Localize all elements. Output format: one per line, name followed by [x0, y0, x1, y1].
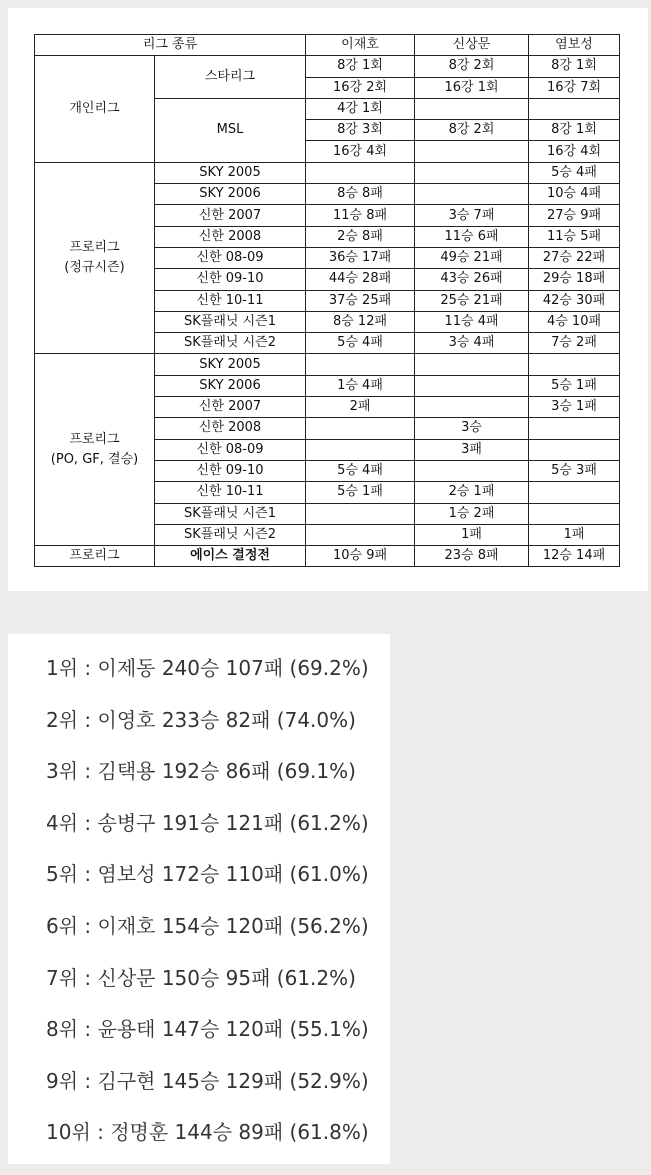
- table-cell: 36승 17패: [306, 247, 415, 268]
- table-cell: 37승 25패: [306, 290, 415, 311]
- season-label: 신한 2007: [155, 397, 306, 418]
- stats-panel: [8, 8, 648, 591]
- season-label: 신한 09-10: [155, 269, 306, 290]
- table-cell: 2승 8패: [306, 226, 415, 247]
- table-cell: [529, 503, 620, 524]
- season-label: SK플래닛 시즌1: [155, 311, 306, 332]
- table-cell: 3승 1패: [529, 397, 620, 418]
- season-label: 신한 08-09: [155, 247, 306, 268]
- ranking-panel: [8, 634, 390, 1164]
- table-cell: [306, 439, 415, 460]
- ranking-item: 9위 : 김구현 145승 129패 (52.9%): [46, 1068, 369, 1093]
- table-cell: 3승 4패: [415, 333, 529, 354]
- season-label: 신한 10-11: [155, 290, 306, 311]
- table-cell: 7승 2패: [529, 333, 620, 354]
- proleague-regular-label: [35, 162, 155, 354]
- header-player: 염보성: [529, 35, 620, 56]
- table-cell: 5승 3패: [529, 460, 620, 481]
- table-cell: 2패: [306, 397, 415, 418]
- table-cell: 29승 18패: [529, 269, 620, 290]
- table-cell: 16강 2회: [306, 77, 415, 98]
- table-cell: 27승 9패: [529, 205, 620, 226]
- ranking-item: 3위 : 김택용 192승 86패 (69.1%): [46, 759, 356, 784]
- season-label: 신한 2007: [155, 205, 306, 226]
- table-cell: [415, 162, 529, 183]
- table-cell: [529, 98, 620, 119]
- ranking-item: 10위 : 정명훈 144승 89패 (61.8%): [46, 1120, 369, 1145]
- header-player: 이재호: [306, 35, 415, 56]
- ranking-item: 7위 : 신상문 150승 95패 (61.2%): [46, 965, 356, 990]
- season-label: 신한 2008: [155, 226, 306, 247]
- table-cell: 42승 30패: [529, 290, 620, 311]
- season-label: SKY 2005: [155, 162, 306, 183]
- table-cell: 8승 12패: [306, 311, 415, 332]
- individual-league-label: 개인리그: [35, 56, 155, 162]
- season-label: SKY 2005: [155, 354, 306, 375]
- table-row: [35, 546, 620, 567]
- table-cell: [529, 418, 620, 439]
- table-cell: [529, 482, 620, 503]
- table-cell: 43승 26패: [415, 269, 529, 290]
- proleague-post-label: [35, 354, 155, 546]
- table-cell: 16강 4회: [306, 141, 415, 162]
- ranking-item: 1위 : 이제동 240승 107패 (69.2%): [46, 656, 369, 680]
- table-cell: 1패: [415, 524, 529, 545]
- table-cell: 8승 8패: [306, 184, 415, 205]
- proleague-regular-label-line: 프로리그: [69, 240, 120, 256]
- proleague-post-label-line: (PO, GF, 결승): [50, 451, 139, 467]
- stats-table-body: [35, 35, 620, 567]
- table-cell: 3승: [415, 418, 529, 439]
- ranking-item: 2위 : 이영호 233승 82패 (74.0%): [46, 707, 356, 732]
- table-cell: 3패: [415, 439, 529, 460]
- table-row: [35, 56, 620, 77]
- table-cell: [306, 524, 415, 545]
- table-cell: 1승 4패: [306, 375, 415, 396]
- table-cell: [306, 418, 415, 439]
- table-cell: 49승 21패: [415, 247, 529, 268]
- table-cell: 5승 4패: [306, 333, 415, 354]
- proleague-post-label-line: 프로리그: [69, 431, 120, 447]
- table-cell: [415, 98, 529, 119]
- season-label: 신한 2008: [155, 418, 306, 439]
- table-cell: 8강 3회: [306, 120, 415, 141]
- table-row: [35, 35, 620, 56]
- table-cell: 3승 7패: [415, 205, 529, 226]
- season-label: SK플래닛 시즌2: [155, 524, 306, 545]
- table-cell: [306, 162, 415, 183]
- table-cell: [306, 354, 415, 375]
- table-cell: 16강 4회: [529, 141, 620, 162]
- ranking-item: 4위 : 송병구 191승 121패 (61.2%): [46, 810, 369, 835]
- table-cell: [415, 141, 529, 162]
- table-cell: 5승 1패: [529, 375, 620, 396]
- table-cell: 16강 7회: [529, 77, 620, 98]
- table-cell: 11승 5패: [529, 226, 620, 247]
- table-cell: [415, 460, 529, 481]
- table-row: [35, 162, 620, 183]
- ranking-item: 6위 : 이재호 154승 120패 (56.2%): [46, 914, 369, 938]
- starleague-label: 스타리그: [155, 56, 306, 99]
- table-cell: [415, 397, 529, 418]
- table-cell: 8강 2회: [415, 56, 529, 77]
- table-cell: 4승 10패: [529, 311, 620, 332]
- ranking-item: 5위 : 염보성 172승 110패 (61.0%): [46, 862, 369, 887]
- table-cell: 8강 2회: [415, 120, 529, 141]
- table-cell: 25승 21패: [415, 290, 529, 311]
- table-cell: [529, 439, 620, 460]
- table-cell: [415, 354, 529, 375]
- table-row: [35, 354, 620, 375]
- table-cell: [529, 354, 620, 375]
- season-label: 신한 09-10: [155, 460, 306, 481]
- msl-label: MSL: [155, 98, 306, 162]
- ace-match-label: 에이스 결정전: [155, 546, 306, 567]
- table-cell: 2승 1패: [415, 482, 529, 503]
- table-cell: [306, 503, 415, 524]
- table-cell: 10승 9패: [306, 546, 415, 567]
- table-cell: 16강 1회: [415, 77, 529, 98]
- table-cell: 11승 4패: [415, 311, 529, 332]
- table-cell: 1패: [529, 524, 620, 545]
- table-cell: 27승 22패: [529, 247, 620, 268]
- season-label: 신한 08-09: [155, 439, 306, 460]
- season-label: SKY 2006: [155, 184, 306, 205]
- table-cell: 12승 14패: [529, 546, 620, 567]
- ranking-item: 8위 : 윤용태 147승 120패 (55.1%): [46, 1017, 369, 1042]
- table-cell: 44승 28패: [306, 269, 415, 290]
- header-player: 신상문: [415, 35, 529, 56]
- table-cell: 5승 4패: [529, 162, 620, 183]
- season-label: SK플래닛 시즌1: [155, 503, 306, 524]
- table-cell: 8강 1회: [529, 56, 620, 77]
- header-category: 리그 종류: [35, 35, 306, 56]
- season-label: SK플래닛 시즌2: [155, 333, 306, 354]
- table-cell: [415, 184, 529, 205]
- table-cell: 4강 1회: [306, 98, 415, 119]
- table-cell: 8강 1회: [306, 56, 415, 77]
- season-label: 신한 10-11: [155, 482, 306, 503]
- table-cell: 10승 4패: [529, 184, 620, 205]
- table-cell: 8강 1회: [529, 120, 620, 141]
- stats-table: [34, 34, 620, 567]
- table-cell: 11승 8패: [306, 205, 415, 226]
- table-cell: [415, 375, 529, 396]
- ace-league-label: 프로리그: [35, 546, 155, 567]
- table-cell: 11승 6패: [415, 226, 529, 247]
- table-cell: 1승 2패: [415, 503, 529, 524]
- table-cell: 5승 1패: [306, 482, 415, 503]
- proleague-regular-label-line: (정규시즌): [64, 260, 125, 276]
- table-cell: 5승 4패: [306, 460, 415, 481]
- table-cell: 23승 8패: [415, 546, 529, 567]
- season-label: SKY 2006: [155, 375, 306, 396]
